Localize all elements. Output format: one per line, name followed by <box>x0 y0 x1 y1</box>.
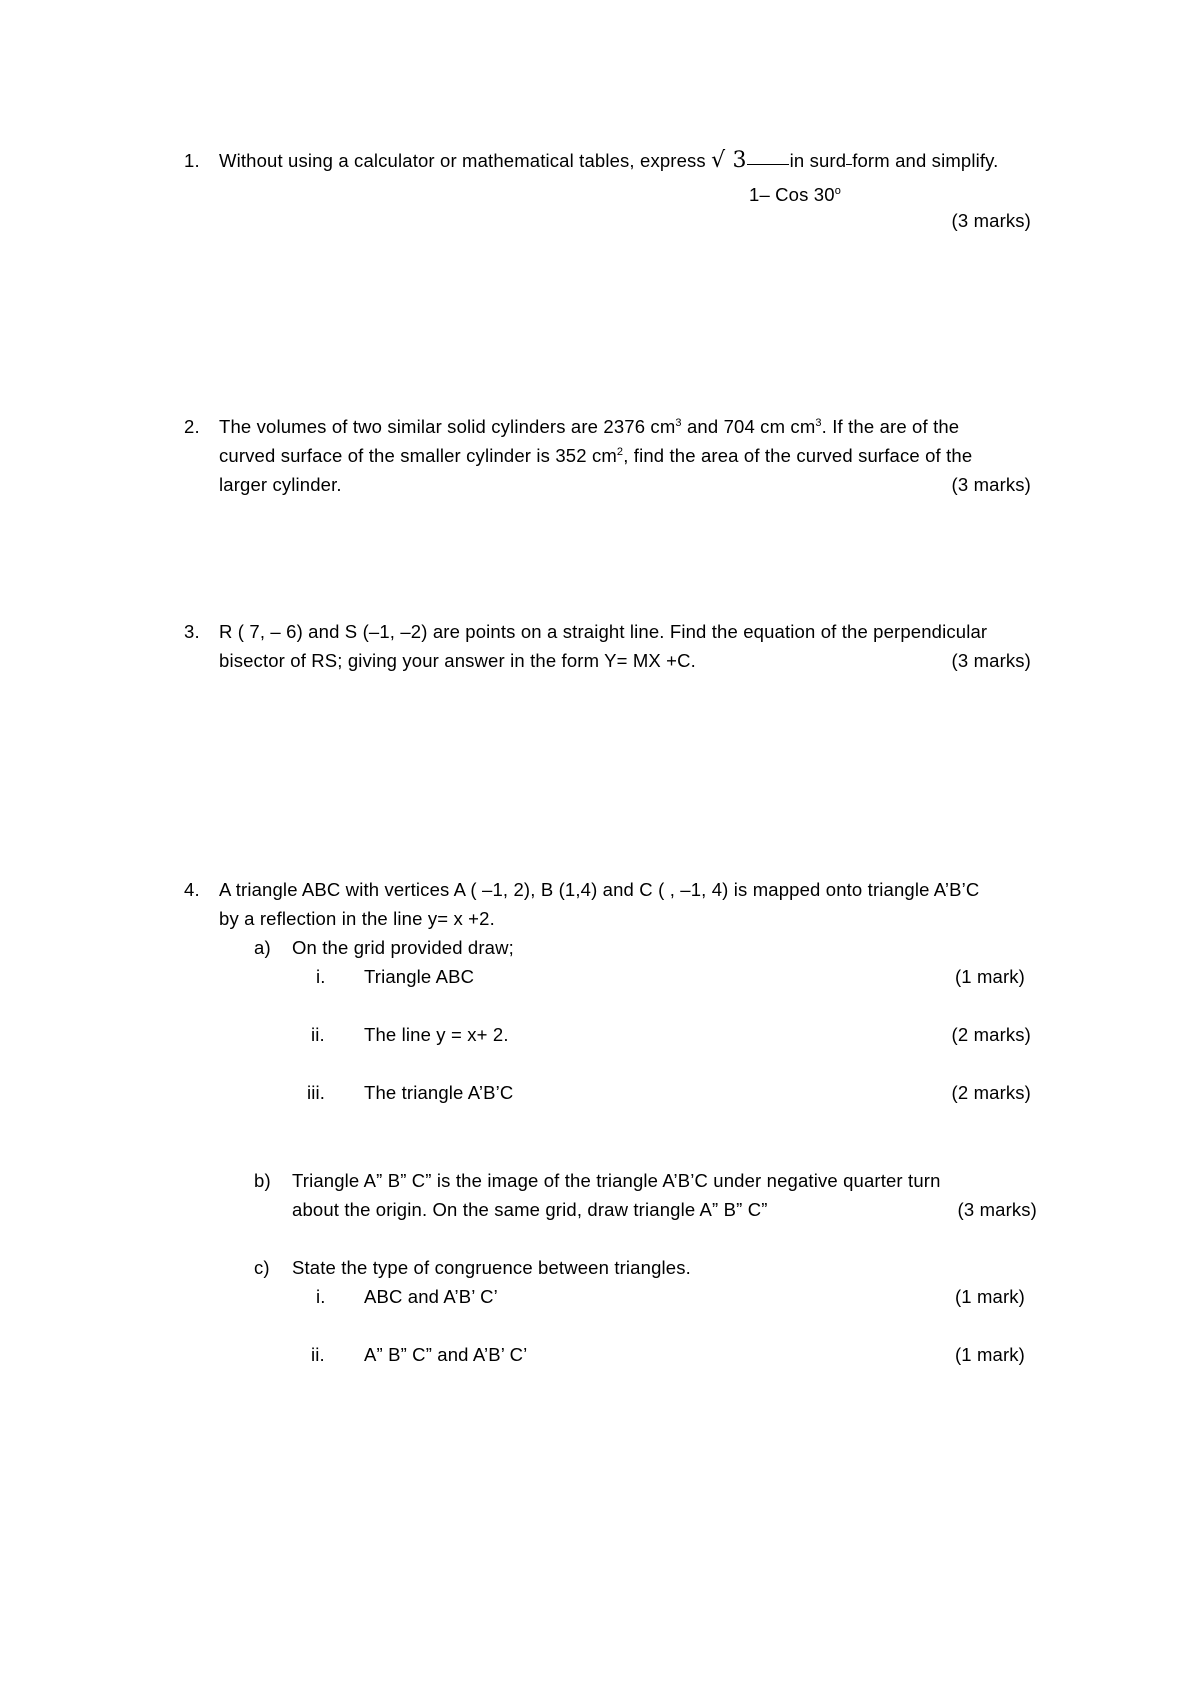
q2-line1-sup1: 3 <box>675 417 682 429</box>
q4a-iii-text: The triangle A’B’C <box>364 1082 514 1103</box>
q1-number: 1. <box>184 150 200 171</box>
q4c-i-label: i. <box>316 1286 326 1307</box>
q2-line2 <box>219 444 972 468</box>
q1-blank <box>747 164 789 165</box>
q2-line2-a: curved surface of the smaller cylinder is 352 cm <box>219 445 617 466</box>
q4c-i-marks: (1 mark) <box>954 1286 1025 1307</box>
q4c-ii-text: A” B” C” and A’B’ C’ <box>364 1344 528 1365</box>
q4c-text: State the type of congruence between triangles. <box>292 1257 691 1278</box>
q4b-line2: about the origin. On the same grid, draw triangle A” B” C” <box>292 1199 768 1220</box>
q4a-ii-text: The line y = x+ 2. <box>364 1024 509 1045</box>
q1-text-c: form and simplify. <box>852 150 999 171</box>
q1-denominator-text: 1– Cos 30 <box>749 184 835 205</box>
q3-marks: (3 marks) <box>951 650 1031 671</box>
q1-text-b: in surd <box>789 150 847 171</box>
q4c-label: c) <box>254 1257 270 1278</box>
q2-marks: (3 marks) <box>951 474 1031 495</box>
q1-denominator-sup: o <box>834 185 841 197</box>
q4a-label: a) <box>254 937 271 958</box>
q4a-iii-marks: (2 marks) <box>951 1082 1031 1103</box>
q4a-i-text: Triangle ABC <box>364 966 475 987</box>
q3-number: 3. <box>184 621 200 642</box>
q4b-label: b) <box>254 1170 271 1191</box>
q4a-ii-label: ii. <box>311 1024 325 1045</box>
q4a-i-marks: (1 mark) <box>954 966 1025 987</box>
q2-line3: larger cylinder. <box>219 474 342 495</box>
q2-line1-c: . If the are of the <box>821 416 960 437</box>
q4c-ii-label: ii. <box>311 1344 325 1365</box>
q4c-ii-marks: (1 mark) <box>954 1344 1025 1365</box>
q1-denominator <box>749 183 841 207</box>
q2-number: 2. <box>184 416 200 437</box>
q2-line2-b: , find the area of the curved surface of the <box>623 445 973 466</box>
q3-line2: bisector of RS; giving your answer in the form Y= MX +C. <box>219 650 696 671</box>
q4-line2: by a reflection in the line y= x +2. <box>219 908 495 929</box>
q4a-ii-marks: (2 marks) <box>951 1024 1031 1045</box>
q2-line1-sup2: 3 <box>815 417 822 429</box>
q4a-text: On the grid provided draw; <box>292 937 514 958</box>
q4a-i-label: i. <box>316 966 326 987</box>
q1-root: √ 3 <box>711 148 747 173</box>
q2-line1 <box>219 415 959 439</box>
q4a-iii-label: iii. <box>307 1082 326 1103</box>
q1-text <box>219 149 998 173</box>
q1-text-a: Without using a calculator or mathematical tables, express <box>219 150 712 171</box>
q2-line1-a: The volumes of two similar solid cylinders are 2376 cm <box>219 416 676 437</box>
q1-marks: (3 marks) <box>951 210 1031 231</box>
q2-line1-b: and 704 cm cm <box>681 416 816 437</box>
q4c-i-text: ABC and A’B’ C’ <box>364 1286 498 1307</box>
q3-line1: R ( 7, – 6) and S (–1, –2) are points on a straight line. Find the equation of the perpendicular <box>219 621 988 642</box>
q4-line1: A triangle ABC with vertices A ( –1, 2), B (1,4) and C ( , –1, 4) is mapped onto triangle A’B’C <box>219 879 980 900</box>
q4b-line1: Triangle A” B” C” is the image of the triangle A’B’C under negative quarter turn <box>292 1170 941 1191</box>
q2-line2-sup: 2 <box>616 446 624 458</box>
q4-number: 4. <box>184 879 200 900</box>
q4b-marks: (3 marks) <box>957 1199 1037 1220</box>
